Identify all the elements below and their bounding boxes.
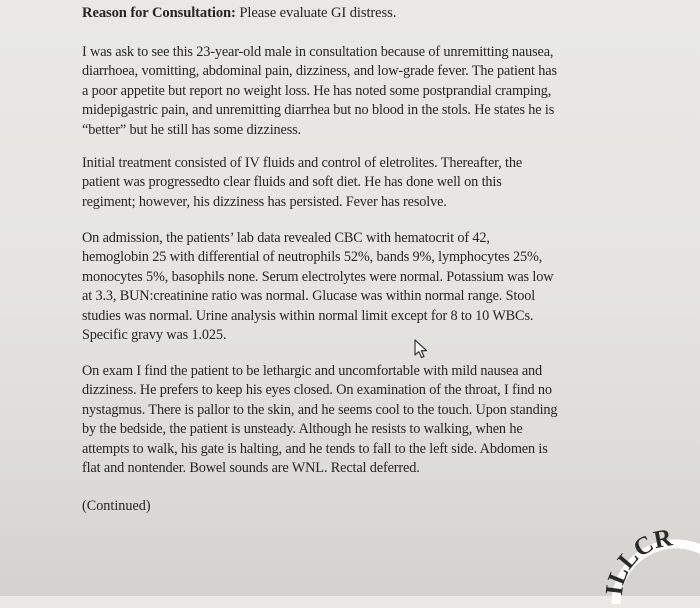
continued-note: (Continued)	[82, 498, 151, 514]
consultation-heading	[82, 5, 396, 22]
text-line: “better” but he still has some dizziness.	[82, 121, 301, 138]
text-line: diarrhoea, vomitting, abdominal pain, dizziness, and low-grade fever. The patient has	[82, 63, 557, 80]
text-line: hemoglobin 25 with differential of neutrophils 52%, bands 9%, lymphocytes 25%,	[82, 249, 543, 266]
stamp-text: ILLCR	[600, 524, 675, 597]
stamp-logo	[600, 524, 700, 608]
text-line: monocytes 5%, basophils none. Serum electrolytes were normal. Potassium was low	[82, 268, 554, 285]
text-line: Specific gravy was 1.025.	[82, 327, 227, 344]
text-line: nystagmus. There is pallor to the skin, and he seems cool to the touch. Upon standing	[82, 401, 558, 418]
text-line: midepigastric pain, and unremitting diarrhea but no blood in the stols. He states he is	[82, 102, 555, 119]
paragraph-treatment	[82, 154, 642, 212]
paragraph-exam	[82, 362, 642, 478]
mouse-pointer-icon	[413, 339, 429, 359]
text-line: dizziness. He prefers to keep his eyes closed. On examination of the throat, I find no	[82, 382, 552, 399]
text-line: flat and nontender. Bowel sounds are WNL. Rectal deferred.	[82, 460, 420, 477]
svg-text:ILLCR	[601, 524, 675, 597]
text-line: regiment; however, his dizziness has persisted. Fever has resolve.	[82, 193, 447, 210]
paragraph-history	[82, 43, 642, 140]
text-line: a poor appetite but report no weight loss. He has noted some postprandial cramping,	[82, 82, 552, 99]
heading-text: Please evaluate GI distress.	[239, 5, 397, 21]
heading-label: Reason for Consultation:	[82, 5, 236, 21]
text-line: studies was normal. Urine analysis within normal limit except for 8 to 10 WBCs.	[82, 307, 534, 324]
text-line: at 3.3, BUN:creatinine ratio was normal. Glucase was within normal range. Stool	[82, 288, 536, 305]
text-line: On exam I find the patient to be lethargic and uncomfortable with mild nausea and	[82, 363, 543, 379]
text-line: On admission, the patients’ lab data revealed CBC with hematocrit of 42,	[82, 230, 490, 246]
paragraph-lab-data	[82, 229, 642, 345]
text-line: attempts to walk, his gate is halting, and he tends to fall to the left side. Abdomen is	[82, 440, 548, 457]
text-line: patient was progressedto clear fluids and soft diet. He has done well on this	[82, 174, 502, 191]
text-line: Initial treatment consisted of IV fluids and control of eletrolites. Thereafter, the	[82, 155, 523, 171]
text-line: by the bedside, the patient is unsteady. Although he resists to walking, when he	[82, 421, 523, 438]
text-line: I was ask to see this 23-year-old male in consultation because of unremitting nausea,	[82, 44, 554, 60]
